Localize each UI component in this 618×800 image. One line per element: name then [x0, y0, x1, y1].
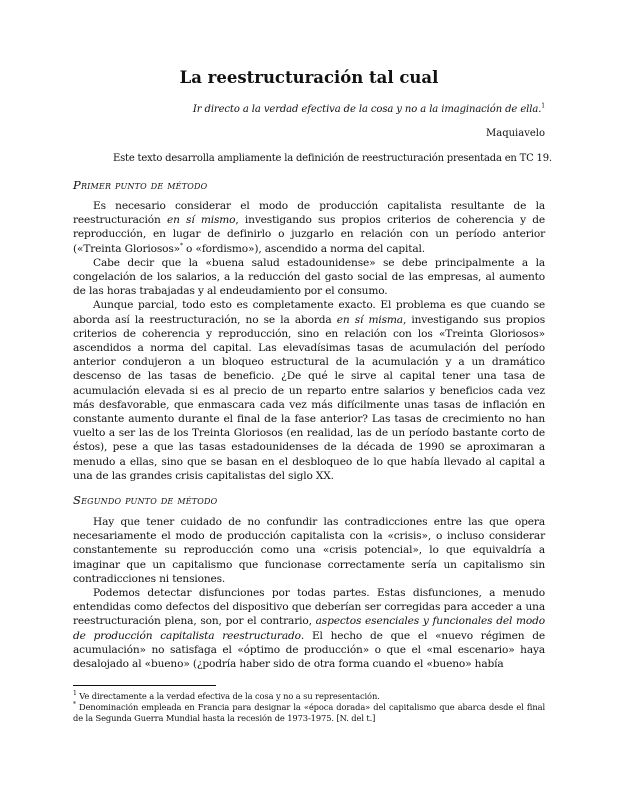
section-2-body	[73, 515, 545, 671]
footnote-1: $^1$ Ve directamente a la verdad efectiva de la cosa y no a su representación.	[73, 690, 380, 701]
footnote-divider	[73, 685, 216, 686]
epigraph-author: Maquiavelo	[486, 128, 545, 139]
footnotes	[73, 691, 545, 724]
page-title: La reestructuración tal cual	[179, 68, 439, 87]
section-1-body	[73, 199, 545, 483]
paragraph: Hay que tener cuidado de no confundir las contradicciones entre las que opera necesariamente el modo de producción capitalista con la «crisis», o incluso considerar constantemente su reproducción como una «crisis potencial», lo que equivaldría a imaginar que un capitalismo que funcionase correctamente sería un capitalismo sin contradicciones ni tensiones.	[73, 516, 545, 585]
section-title-2: Segundo punto de método	[73, 493, 218, 507]
footnote-ref-star: *	[179, 242, 183, 250]
epigraph-text: Ir directo a la verdad efectiva de la cosa y no a la imaginación de ella.	[192, 104, 542, 115]
epigraph	[125, 104, 545, 115]
paragraph: Podemos detectar disfunciones por todas partes. Estas disfunciones, a menudo entendidas como defectos del dispositivo que deberían ser corregidas para acceder a una reestructuración plena, son, por el contrario, aspectos esenciales y funcionales del modo de producción capitalista reestructurado. El hecho de que el «nuevo régimen de acumulación» no satisfaga el «óptimo de producción» o que el «mal escenario» haya desalojado al «bueno» (¿podría haber sido de otra forma cuando el «bueno» había	[73, 587, 545, 671]
footnote-2: * Denominación empleada en Francia para designar la «época dorada» del capitalismo que abarca desde el final de la Segunda Guerra Mundial hasta la recesión de 1973-1975. [N. del t.]	[73, 701, 545, 723]
paragraph: Aunque parcial, todo esto es completamente exacto. El problema es que cuando se aborda así la reestructuración, no se la aborda en sí misma, investigando sus propios criterios de coherencia y reproducción, sino en relación con los «Treinta Gloriosos» ascendidos a norma del capital. Las elevadísimas tasas de acumulación del período anterior condujeron a un bloqueo estructural de la acumulación y a un dramático descenso de las tasas de beneficio. ¿De qué le sirve al capital tener una tasa de acumulación elevada si es al precio de un reparto entre salarios y beneficios cada vez más desfavorable, que enmascara cada vez más difícilmente unas tasas de inflación en constante aumento durante el final de la fase anterior? Las tasas de crecimiento no han vuelto a ser las de los Treinta Gloriosos (en realidad, las de un período bastante corto de éstos), pese a que las tasas estadounidenses de la década de 1990 se aproximaran a menudo a ellas, sino que se basan en el desbloqueo de lo que había llevado al capital a una de las grandes crisis capitalistas del siglo XX.	[73, 299, 546, 482]
section-title-1: Primer punto de método	[73, 178, 208, 192]
epigraph-footnote-ref: 1	[541, 102, 545, 110]
paragraph: Cabe decir que la «buena salud estadounidense» se debe principalmente a la congelación de los salarios, a la reducción del gasto social de las empresas, al aumento de las horas trabajadas y al endeudamiento por el consumo.	[73, 256, 545, 298]
intro-note: Este texto desarrolla ampliamente la definición de reestructuración presentada en TC 19.	[113, 153, 552, 164]
paragraph: Es necesario considerar el modo de producción capitalista resultante de la reestructuración en sí mismo, investigando sus propios criterios de coherencia y de reproducción, en lugar de definirlo o juzgarlo en relación con un período anterior («Treinta Gloriosos»* o «fordismo»), ascendido a norma del capital.	[73, 200, 545, 255]
